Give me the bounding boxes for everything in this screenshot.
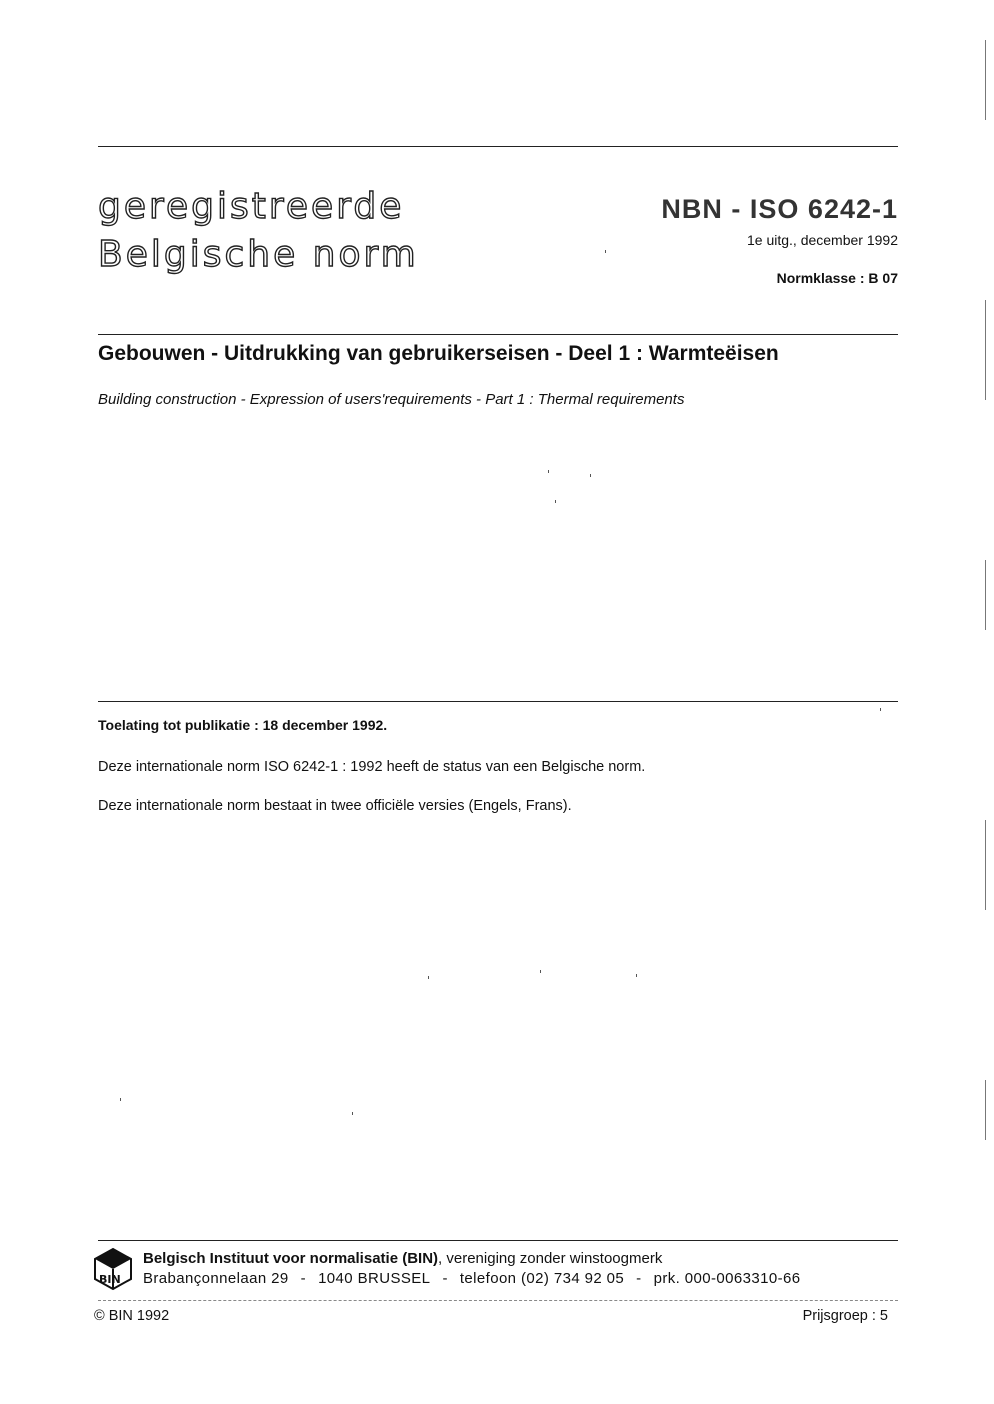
scan-speck: [540, 970, 541, 973]
street-address: Brabançonnelaan 29: [143, 1270, 289, 1287]
bottom-rule: [98, 1300, 898, 1301]
svg-text:BIN: BIN: [99, 1273, 121, 1286]
price-group: Prijsgroep : 5: [802, 1308, 888, 1324]
bin-logo-icon: [93, 1247, 133, 1291]
scan-speck: [548, 470, 549, 473]
status-paragraph: Deze internationale norm ISO 6242-1 : 1992 heeft de status van een Belgische norm.: [98, 759, 646, 775]
standard-id: NBN - ISO 6242-1: [661, 194, 898, 224]
organization-name: Belgisch Instituut voor normalisatie (BIN): [143, 1250, 439, 1267]
organization-suffix: , vereniging zonder winstoogmerk: [438, 1250, 663, 1267]
scan-speck: [555, 500, 556, 503]
scan-speck: [590, 474, 591, 477]
scan-edge: [985, 560, 986, 630]
document-title-dutch: Gebouwen - Uitdrukking van gebruikerseisen - Deel 1 : Warmteëisen: [98, 342, 779, 365]
scan-speck: [428, 976, 429, 979]
city: 1040 BRUSSEL: [318, 1270, 431, 1287]
versions-paragraph: Deze internationale norm bestaat in twee officiële versies (Engels, Frans).: [98, 798, 572, 814]
separator: -: [300, 1270, 307, 1287]
separator: -: [636, 1270, 642, 1287]
scan-speck: [636, 974, 637, 977]
scan-speck: [880, 708, 881, 711]
separator: -: [442, 1270, 448, 1287]
registered-norm-line1: geregistreerde: [98, 186, 405, 227]
title-rule: [98, 334, 898, 335]
scan-speck: [120, 1098, 121, 1101]
scan-edge: [985, 40, 986, 120]
phone: telefoon (02) 734 92 05: [459, 1270, 625, 1287]
registered-norm-line2: Belgische norm: [98, 234, 419, 275]
copyright: © BIN 1992: [94, 1308, 170, 1324]
norm-class: Normklasse : B 07: [776, 270, 898, 286]
bank-account: prk. 000-0063310-66: [653, 1270, 801, 1287]
top-rule: [98, 146, 898, 147]
scan-edge: [985, 300, 986, 400]
scan-speck: [352, 1112, 353, 1115]
document-title-english: Building construction - Expression of users'requirements - Part 1 : Thermal requirements: [98, 391, 685, 408]
edition-date: 1e uitg., december 1992: [747, 232, 898, 248]
scan-edge: [985, 820, 986, 910]
scan-speck: [605, 250, 606, 253]
address-line: [143, 1270, 800, 1287]
footer-rule: [98, 1240, 898, 1241]
scan-edge: [985, 1080, 986, 1140]
approval-heading: Toelating tot publikatie : 18 december 1992.: [98, 717, 388, 733]
approval-rule: [98, 701, 898, 702]
organization-line: [143, 1250, 662, 1267]
